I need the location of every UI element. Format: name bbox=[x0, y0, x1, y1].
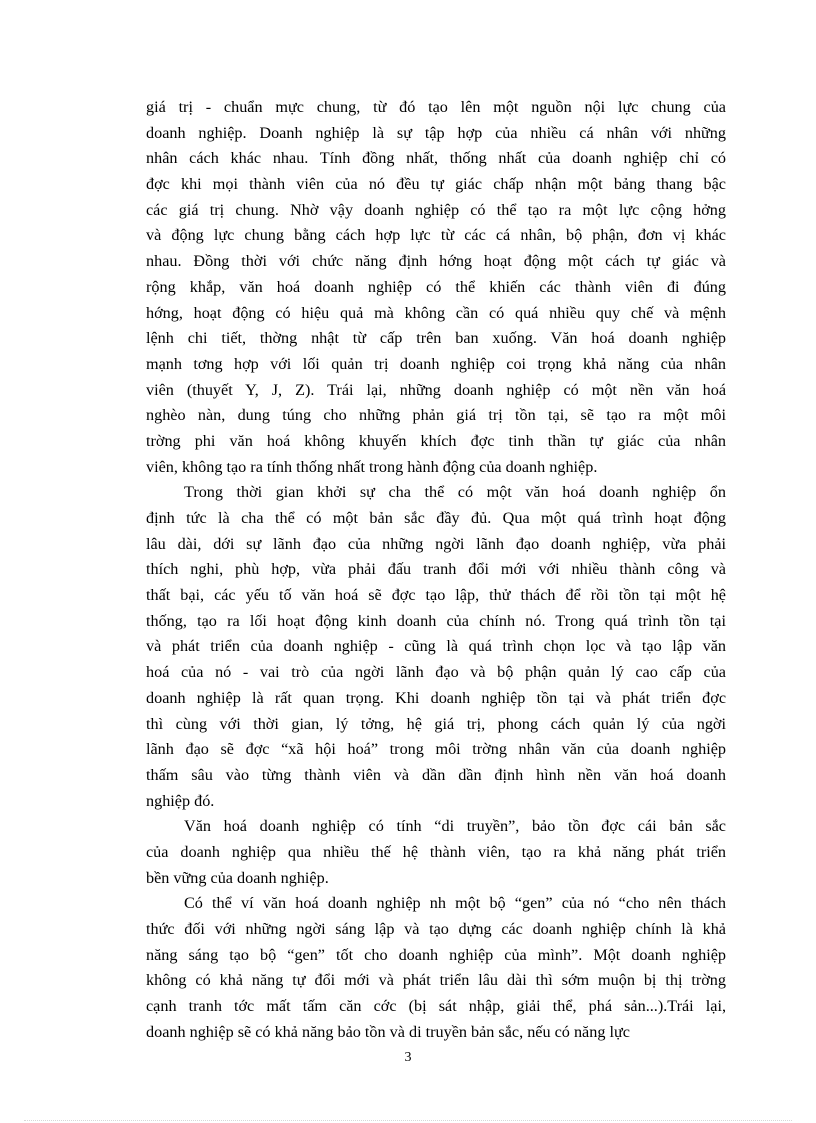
paragraph bbox=[146, 480, 726, 814]
text-line: nhau. Đồng thời với chức năng định hớng hoạt động một cách tự giác và bbox=[146, 252, 726, 271]
text-line: thấm sâu vào từng thành viên và dần dần định hình nền văn hoá doanh bbox=[146, 765, 726, 784]
text-line: doanh nghiệp sẽ có khả năng bảo tồn và di truyền bản sắc, nếu có năng lực bbox=[146, 1022, 630, 1041]
text-line: trờng phi văn hoá không khuyến khích đợc tinh thần tự giác của nhân bbox=[146, 431, 726, 450]
text-line: viên (thuyết Y, J, Z). Trái lại, những doanh nghiệp có một nền văn hoá bbox=[146, 380, 726, 399]
text-line: doanh nghiệp. Doanh nghiệp là sự tập hợp của nhiều cá nhân với những bbox=[146, 123, 726, 142]
text-line: và phát triển của doanh nghiệp - cũng là quá trình chọn lọc và tạo lập văn bbox=[146, 637, 726, 656]
paragraph bbox=[146, 891, 726, 1045]
document-body bbox=[146, 95, 726, 1045]
text-line: cạnh tranh tớc mất tấm căn cớc (bị sát nhập, giải thể, phá sản...).Trái lại, bbox=[146, 997, 726, 1016]
page-bottom-divider bbox=[24, 1120, 792, 1121]
text-line: các giá trị chung. Nhờ vậy doanh nghiệp có thể tạo ra một lực cộng hởng bbox=[146, 200, 726, 219]
text-line: bền vững của doanh nghiệp. bbox=[146, 868, 329, 887]
text-line: mạnh tơng hợp với lối quản trị doanh nghiệp coi trọng khả năng của nhân bbox=[146, 354, 726, 373]
text-line: Trong thời gian khởi sự cha thể có một văn hoá doanh nghiệp ổn bbox=[184, 483, 726, 502]
text-line: nghiệp đó. bbox=[146, 791, 215, 810]
text-line: lãnh đạo sẽ đợc “xã hội hoá” trong môi trờng nhân văn của doanh nghiệp bbox=[146, 740, 726, 759]
text-line: lâu dài, dới sự lãnh đạo của những ngời lãnh đạo doanh nghiệp, vừa phải bbox=[146, 534, 726, 553]
text-line: và động lực chung bằng cách hợp lực từ các cá nhân, bộ phận, đơn vị khác bbox=[146, 226, 726, 245]
text-line: hoá của nó - vai trò của ngời lãnh đạo và bộ phận quản lý cao cấp của bbox=[146, 663, 726, 682]
text-line: rộng khắp, văn hoá doanh nghiệp có thể khiến các thành viên đi đúng bbox=[146, 277, 726, 296]
paragraph bbox=[146, 95, 726, 480]
text-line: của doanh nghiệp qua nhiều thế hệ thành viên, tạo ra khả năng phát triển bbox=[146, 842, 726, 861]
text-line: giá trị - chuẩn mực chung, từ đó tạo lên một nguồn nội lực chung của bbox=[146, 98, 726, 116]
text-line: thích nghi, phù hợp, vừa phải đấu tranh đổi mới với nhiều thành công và bbox=[146, 560, 726, 579]
text-line: đợc khi mọi thành viên của nó đều tự giác chấp nhận một bảng thang bậc bbox=[146, 175, 726, 194]
paragraph bbox=[146, 814, 726, 891]
text-line: hớng, hoạt động có hiệu quả mà không cần có quá nhiều quy chế và mệnh bbox=[146, 303, 726, 322]
text-line: năng sáng tạo bộ “gen” tốt cho doanh nghiệp của mình”. Một doanh nghiệp bbox=[146, 945, 726, 964]
text-line: lệnh chi tiết, thờng nhật từ cấp trên ban xuống. Văn hoá doanh nghiệp bbox=[146, 329, 726, 348]
text-line: doanh nghiệp là rất quan trọng. Khi doanh nghiệp tồn tại và phát triển đợc bbox=[146, 688, 726, 707]
page-number: 3 bbox=[404, 1050, 412, 1065]
text-line: thống, tạo ra lối hoạt động kinh doanh của chính nó. Trong quá trình tồn tại bbox=[146, 611, 726, 630]
text-line: thì cùng với thời gian, lý tởng, hệ giá trị, phong cách quản lý của ngời bbox=[146, 714, 726, 733]
text-line: viên, không tạo ra tính thống nhất trong hành động của doanh nghiệp. bbox=[146, 457, 598, 476]
text-line: Có thể ví văn hoá doanh nghiệp nh một bộ “gen” của nó “cho nên thách bbox=[184, 894, 726, 913]
text-line: thức đối với những ngời sáng lập và tạo dựng các doanh nghiệp chính là khả bbox=[146, 920, 726, 938]
text-line: định tức là cha thể có một bản sắc đầy đủ. Qua một quá trình hoạt động bbox=[146, 509, 726, 527]
text-line: nghèo nàn, dung túng cho những phản giá trị tồn tại, sẽ tạo ra một môi bbox=[146, 406, 726, 425]
text-line: nhân cách khác nhau. Tính đồng nhất, thống nhất của doanh nghiệp chỉ có bbox=[146, 149, 726, 168]
text-line: thất bại, các yếu tố văn hoá sẽ đợc tạo lập, thử thách để rồi tồn tại một hệ bbox=[146, 586, 726, 605]
text-line: Văn hoá doanh nghiệp có tính “di truyền”, bảo tồn đợc cái bản sắc bbox=[184, 817, 726, 836]
text-line: không có khả năng tự đổi mới và phát triển lâu dài thì sớm muộn bị thị trờng bbox=[146, 971, 726, 990]
